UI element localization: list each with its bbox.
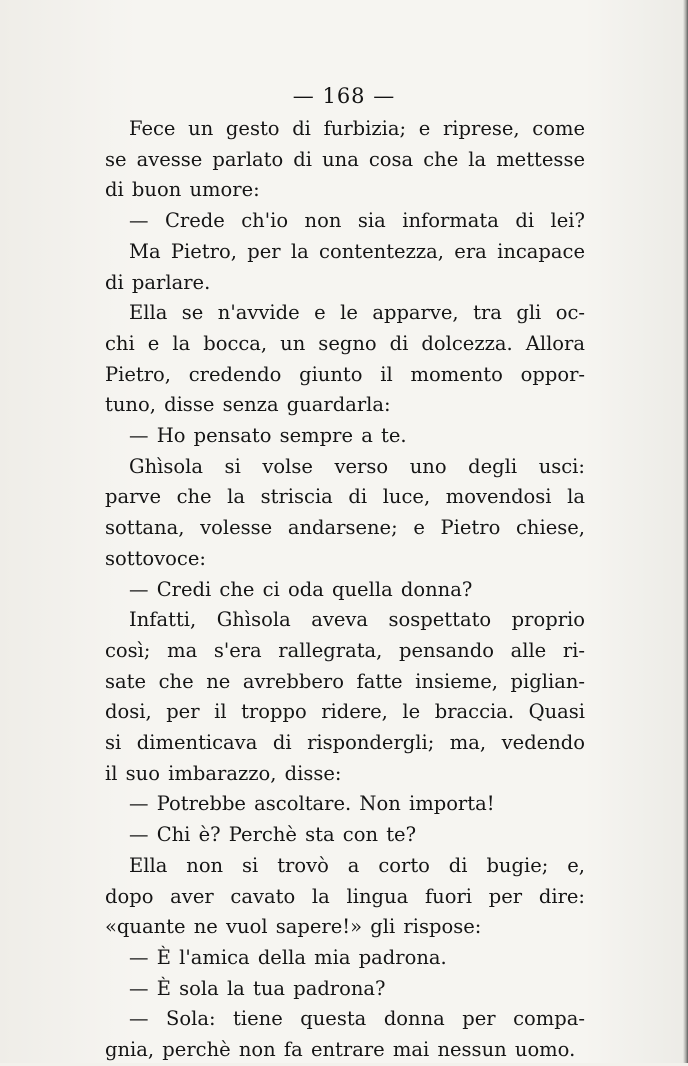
- text-line: Ella se n'avvide e le apparve, tra gli oc-: [129, 301, 585, 325]
- text-line: Pietro, credendo giunto il momento oppor-: [105, 362, 585, 386]
- text-line: tuno, disse senza guardarla:: [105, 393, 391, 417]
- text-line: si dimenticava di rispondergli; ma, vedendo: [105, 731, 585, 755]
- text-line: Infatti, Ghìsola aveva sospettato proprio: [129, 608, 585, 632]
- text-line: dopo aver cavato la lingua fuori per dire:: [105, 884, 585, 908]
- text-line: parve che la striscia di luce, movendosi la: [105, 485, 585, 509]
- text-line: chi e la bocca, un segno di dolcezza. Allora: [105, 331, 585, 355]
- text-line: — È sola la tua padrona?: [129, 976, 386, 1000]
- text-line: dosi, per il troppo ridere, le braccia. Quasi: [105, 700, 585, 724]
- body-text: [105, 114, 585, 1066]
- text-line: — Sola: tiene questa donna per compa-: [129, 1007, 585, 1031]
- text-line: sottovoce:: [105, 546, 206, 570]
- text-line: Ma Pietro, per la contentezza, era incapace: [129, 239, 585, 263]
- text-line: — Ho pensato sempre a te.: [129, 424, 407, 448]
- text-line: — Credi che ci oda quella donna?: [129, 577, 473, 601]
- text-line: «quante ne vuol sapere!» gli rispose:: [105, 915, 482, 939]
- text-line: di buon umore:: [105, 178, 260, 202]
- text-line: — Crede ch'io non sia informata di lei?: [129, 209, 585, 233]
- text-line: sate che ne avrebbero fatte insieme, piglian-: [105, 669, 585, 693]
- text-line: così; ma s'era rallegrata, pensando alle ri-: [105, 638, 585, 662]
- text-line: gnia, perchè non fa entrare mai nessun uomo.: [105, 1038, 576, 1062]
- text-line: di parlare.: [105, 270, 211, 294]
- text-line: — Chi è? Perchè sta con te?: [129, 823, 417, 847]
- text-line: il suo imbarazzo, disse:: [105, 761, 342, 785]
- text-line: — Potrebbe ascoltare. Non importa!: [129, 792, 495, 816]
- text-line: Ella non si trovò a corto di bugie; e,: [129, 853, 585, 877]
- text-line: sottana, volesse andarsene; e Pietro chiese,: [105, 516, 585, 540]
- text-line: Ghìsola si volse verso uno degli usci:: [129, 454, 585, 478]
- page-edge-shadow: [683, 0, 688, 1063]
- page-number: — 168 —: [292, 84, 396, 108]
- text-line: se avesse parlato di una cosa che la mettesse: [105, 147, 585, 171]
- text-line: Fece un gesto di furbizia; e riprese, come: [129, 117, 585, 140]
- text-line: — È l'amica della mia padrona.: [129, 945, 447, 969]
